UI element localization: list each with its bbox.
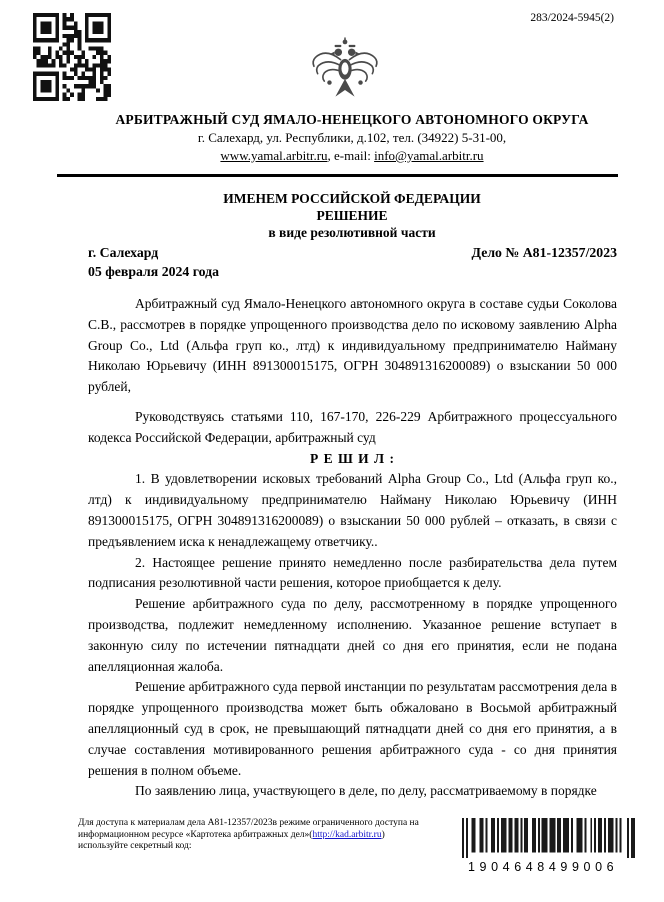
footer-line2-before: информационном ресурсе «Картотека арбитражных дел»( (78, 829, 313, 840)
case-info (88, 243, 617, 281)
footer-line2-after: ) (381, 829, 385, 840)
title-decision: РЕШЕНИЕ (316, 208, 388, 223)
contacts-separator: , e-mail: (327, 148, 375, 163)
paragraph-guided-by: Руководствуясь статьями 110, 167-170, 226-229 Арбитражного процессуального кодекса Российской Федерации, арбитражный суд (88, 408, 617, 445)
document-title (40, 190, 664, 241)
court-name: АРБИТРАЖНЫЙ СУД ЯМАЛО-НЕНЕЦКОГО АВТОНОМНОГО ОКРУГА (115, 112, 589, 127)
paragraph-point2: 2. Настоящее решение принято немедленно после разбирательства дела путем подписания резолютивной части решения, которое приобщается к делу. (88, 554, 617, 591)
coat-of-arms-icon (308, 36, 382, 104)
paragraph-appeal: Решение арбитражного суда первой инстанции по результатам рассмотрения дела в порядке упрощенного производства может быть обжаловано в Восьмой арбитражный апелляционный суд в срок, не превышающий пятнадцати дней со дня его принятия, а в случае составления мотивированного решения арбитражного суда - со дня принятия решения в полном объеме. (88, 679, 617, 778)
paragraph-last: По заявлению лица, участвующего в деле, по делу, рассматриваемому в порядке (135, 783, 597, 799)
case-number: Дело № А81-12357/2023 (471, 245, 617, 260)
footer-line1: Для доступа к материалам дела А81-12357/2023в режиме ограниченного доступа на (78, 818, 419, 828)
footer-access-note (78, 818, 446, 853)
footer-line3: используйте секретный код: (78, 841, 192, 851)
barcode (462, 818, 637, 876)
barcode-digits: 1904648499006 (462, 860, 618, 874)
footer-line2 (78, 830, 446, 842)
paragraph-intro: Арбитражный суд Ямало-Ненецкого автономного округа в составе судьи Соколова С.В., рассмотрев в порядке упрощенного производства дело по исковому заявлению Alpha Group Co., Ltd (Альфа груп ко., лтд) к индивидуальному предпринимателю Найману Николаю Юрьевичу (ИНН 891300015175, ОГРН 304891316200089) о взыскании 50 000 рублей, (88, 296, 617, 395)
court-contacts (40, 147, 664, 165)
letterhead-divider (57, 174, 618, 177)
case-date: 05 февраля 2024 года (88, 264, 220, 279)
resolved-heading: Р Е Ш И Л : (309, 450, 395, 466)
title-subtitle: в виде резолютивной части (268, 225, 436, 240)
kad-arbitr-link[interactable]: http://kad.arbitr.ru (312, 829, 382, 840)
case-city: г. Салехард (88, 245, 159, 260)
qr-code (33, 13, 111, 101)
paragraph-point1: 1. В удовлетворении исковых требований Alpha Group Co., Ltd (Альфа груп ко., лтд) к индивидуальному предпринимателю Найману Николаю Юрьевичу (ИНН 891300015175, ОГРН 304891316200089) о взыскании 50 000 рублей – отказать, в связи с предъявлением иска к ненадлежащему ответчику.. (88, 471, 617, 549)
decision-body (88, 294, 617, 802)
court-address: г. Салехард, ул. Республики, д.102, тел. (34922) 5-31-00, (197, 130, 507, 145)
letterhead (40, 111, 664, 165)
court-website-link[interactable]: www.yamal.arbitr.ru (220, 148, 328, 163)
paragraph-enforcement: Решение арбитражного суда по делу, рассмотренному в порядке упрощенного производства, подлежит немедленному исполнению. Указанное решение вступает в законную силу по истечении пятнадцати дней со дня его принятия, если не подана апелляционная жалоба. (88, 596, 617, 674)
document-reference: 283/2024-5945(2) (530, 12, 614, 24)
court-email-link[interactable]: info@yamal.arbitr.ru (374, 148, 484, 163)
title-in-the-name: ИМЕНЕМ РОССИЙСКОЙ ФЕДЕРАЦИИ (223, 191, 481, 206)
